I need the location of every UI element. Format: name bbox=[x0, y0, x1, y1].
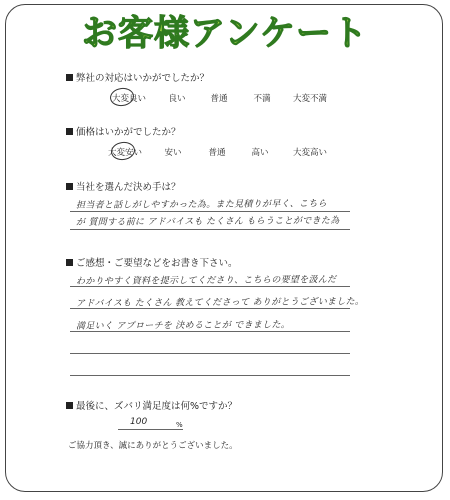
q3-answer-line-2: が 質問する前に アドバイスも たくさん もらうことができた為 bbox=[75, 216, 340, 228]
answer-line bbox=[70, 211, 350, 212]
q2-option-2[interactable]: 安い bbox=[164, 148, 182, 158]
q3-answer-line-1: 担当者と話しがしやすかった為。また見積りが早く、こちら bbox=[75, 199, 327, 211]
q2-option-1[interactable]: 大変安い bbox=[107, 148, 143, 158]
q1-option-4[interactable]: 不満 bbox=[253, 94, 271, 104]
question-1 bbox=[66, 70, 209, 84]
question-1-text: 弊社の対応はいかがでしたか？ bbox=[76, 73, 210, 84]
answer-line bbox=[70, 375, 350, 376]
answer-line bbox=[70, 353, 350, 354]
square-bullet-icon bbox=[66, 128, 73, 135]
answer-line bbox=[70, 229, 350, 230]
question-5-text: 最後に、ズバリ満足度は何%ですか？ bbox=[76, 401, 238, 412]
q1-option-2[interactable]: 良い bbox=[168, 94, 186, 104]
thanks-message: ご協力頂き、誠にありがとうございました。 bbox=[68, 441, 238, 451]
q2-option-5[interactable]: 大変高い bbox=[292, 148, 328, 158]
satisfaction-unit: % bbox=[176, 421, 183, 429]
satisfaction-value: 100 bbox=[130, 417, 148, 427]
q4-answer-line-2: アドバイスも たくさん 教えてくださって ありがとうございました。 bbox=[75, 296, 365, 310]
question-5 bbox=[66, 398, 237, 412]
q4-answer-line-3: 満足いく アプローチを 決めることが できました。 bbox=[75, 320, 291, 332]
question-2 bbox=[66, 124, 181, 138]
question-2-text: 価格はいかがでしたか？ bbox=[76, 127, 181, 138]
q2-option-3[interactable]: 普通 bbox=[208, 148, 226, 158]
square-bullet-icon bbox=[66, 74, 73, 81]
q1-option-5[interactable]: 大変不満 bbox=[292, 94, 328, 104]
question-3-text: 当社を選んだ決め手は？ bbox=[76, 182, 181, 193]
satisfaction-answer-line bbox=[118, 429, 183, 430]
question-4 bbox=[66, 255, 238, 269]
question-4-text: ご感想・ご要望などをお書き下さい。 bbox=[76, 258, 238, 269]
q1-option-3[interactable]: 普通 bbox=[210, 94, 228, 104]
square-bullet-icon bbox=[66, 402, 73, 409]
q1-option-1[interactable]: 大変良い bbox=[111, 94, 147, 104]
square-bullet-icon bbox=[66, 183, 73, 190]
question-3 bbox=[66, 179, 181, 193]
square-bullet-icon bbox=[66, 259, 73, 266]
survey-title: お客様アンケート bbox=[82, 14, 368, 54]
q4-answer-line-1: わかりやすく資料を提示してくださり、こちらの要望を汲んだ bbox=[75, 275, 337, 287]
q2-option-4[interactable]: 高い bbox=[251, 148, 269, 158]
